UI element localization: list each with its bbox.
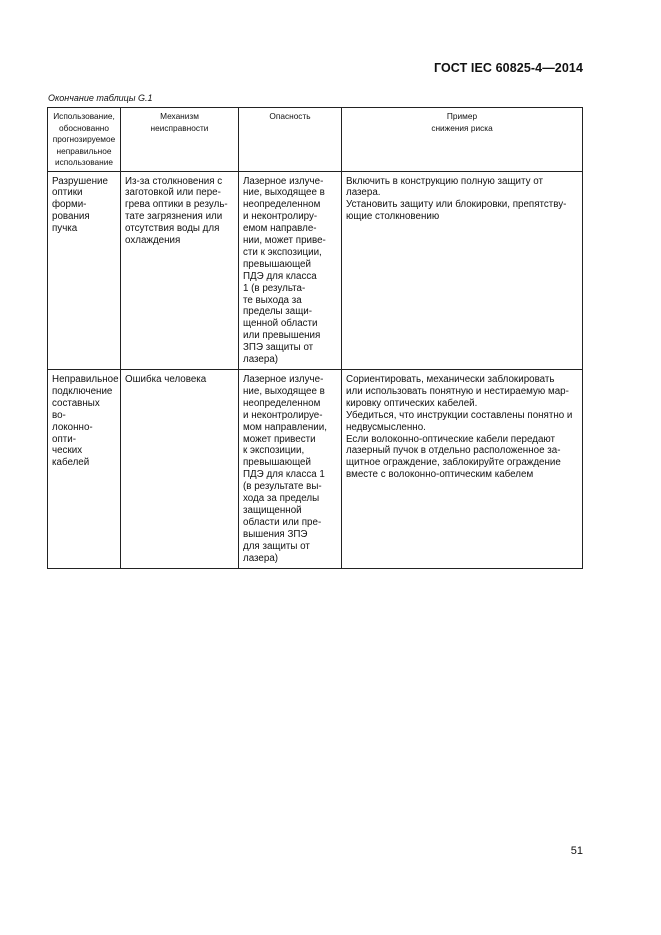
table-row [48,171,583,370]
page-number: 51 [570,845,583,857]
column-header-mitigation: Пример снижения риска [342,108,583,172]
table-caption: Окончание таблицы G.1 [48,93,153,103]
cell-hazard: Лазерное излуче- ние, выходящее в неопределенном и неконтролируе- мом направлении, может привести к экспозиции, превышающей ПДЭ для класса 1 (в результате вы- хода за пределы защищенной области или пре- вышения ЗПЭ для защиты от лазера) [239,370,342,569]
cell-mitigation: Включить в конструкцию полную защиту от лазера. Установить защиту или блокировки, препятству- ющие столкновению [342,171,583,370]
column-header-use: Использование, обоснованно прогнозируемое неправильное использование [48,108,121,172]
cell-mechanism: Из-за столкновения с заготовкой или пере- грева оптики в резуль- тате загрязнения или отсутствия воды для охлаждения [121,171,239,370]
cell-mechanism: Ошибка человека [121,370,239,569]
document-id: ГОСТ IEC 60825-4—2014 [433,61,583,75]
cell-mitigation: Сориентировать, механически заблокировать или использовать понятную и нестираемую мар- кировку оптических кабелей. Убедиться, что инструкции составлены понятно и недвусмысленно. Если волоконно-оптические кабели передают лазерный пучок в отдельно расположенное за- щитное ограждение, заблокируйте ограждение вместе с волоконно-оптическим кабелем [342,370,583,569]
column-header-hazard: Опасность [239,108,342,172]
cell-use: Разрушение оптики форми- рования пучка [48,171,121,370]
cell-hazard: Лазерное излуче- ние, выходящее в неопределенном и неконтролиру- емом направле- нии, может приве- сти к экспозиции, превышающей ПДЭ для класса 1 (в результа- те выхода за пределы защи- щенной области или превышения ЗПЭ защиты от лазера) [239,171,342,370]
risk-table [47,107,583,569]
table-row [48,370,583,569]
table-header-row [48,108,583,172]
column-header-mechanism: Механизм неисправности [121,108,239,172]
cell-use: Неправильное подключение составных во- локонно-опти- ческих кабелей [48,370,121,569]
